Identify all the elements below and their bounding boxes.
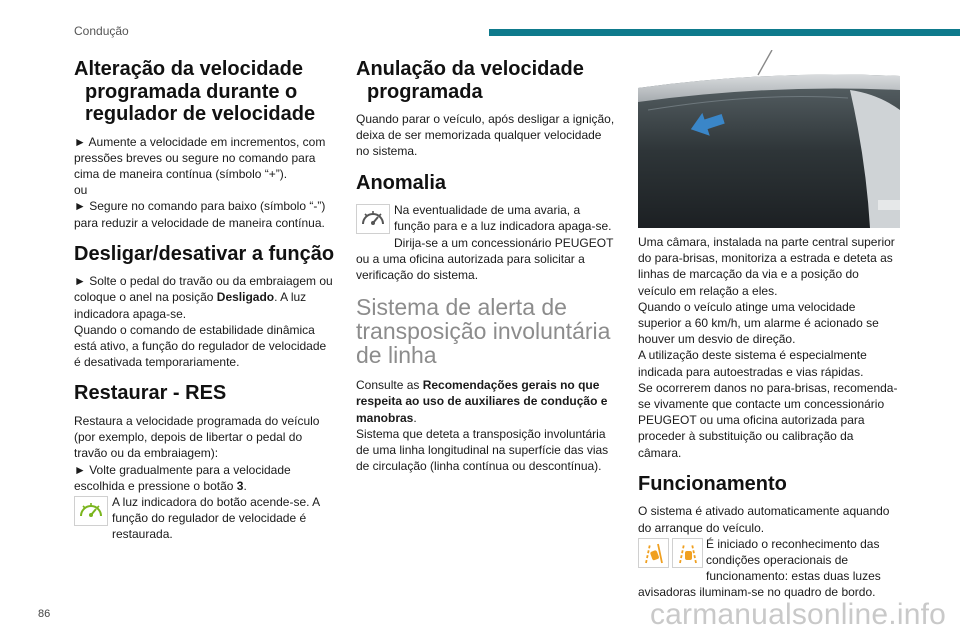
button-number-label: 3 xyxy=(236,478,244,493)
off-position-label: Desligado xyxy=(216,290,275,305)
fault-title: Anomalia xyxy=(356,171,447,194)
source-watermark: carmanualsonline.info xyxy=(649,598,946,631)
restore-indicator-text: A luz indicadora do botão acende-se. A função do regulador de velocidade é restaurada. xyxy=(112,494,320,542)
speed-change-step-increase: ► Aumente a velocidade em incrementos, com pressões breves ou segure no comando para cima de maneira contínua (símbolo “+”). xyxy=(74,134,326,181)
restore-indicator-row xyxy=(74,494,336,543)
cruise-control-speedometer-icon xyxy=(74,496,108,526)
lane-departure-description: Sistema que deteta a transposição involuntária de uma linha longitudinal na superfície das vias de circulação (linha contínua ou descontínua). xyxy=(356,426,609,474)
restore-step: ► Volte gradualmente para a velocidade escolhida e pressione o botão 3. xyxy=(74,462,291,493)
lane-departure-system-icon xyxy=(672,538,703,568)
column-right xyxy=(638,50,900,601)
operation-warning-row xyxy=(638,536,900,601)
speed-change-title: Alteração da velocidade programada durante o regulador de velocidade xyxy=(74,58,316,125)
speed-change-or: ou xyxy=(74,183,88,198)
disable-function-note: Quando o comando de estabilidade dinâmica está ativo, a função do regulador de velocidade é desativada temporariamente. xyxy=(74,322,327,370)
operation-title: Funcionamento xyxy=(638,472,787,495)
lane-departure-warning-icon xyxy=(638,538,669,568)
camera-description-4: Se ocorrerem danos no para-brisas, recomenda-se vivamente que contacte um concessionário PEUGEOT ou uma oficina autorizada para proceder à substituição ou calibração da câmara. xyxy=(638,380,898,460)
page-number: 86 xyxy=(38,608,51,620)
section-header-label: Condução xyxy=(74,24,129,38)
speed-change-step-decrease: ► Segure no comando para baixo (símbolo “-”) para reduzir a velocidade de maneira contínua. xyxy=(74,199,326,230)
operation-activation-text: O sistema é ativado automaticamente aquando do arranque do veículo. xyxy=(638,504,890,535)
operation-warning-text: É iniciado o reconhecimento das condições operacionais de funcionamento: estas duas luzes avisadoras iluminam-se no quadro de bordo. xyxy=(638,536,881,600)
cruise-control-fault-speedometer-icon xyxy=(356,204,390,234)
fault-text: Na eventualidade de uma avaria, a função para e a luz indicadora apaga-se. Dirija-se a um concessionário PEUGEOT ou a uma oficina autorizada para solicitar a verificação do sistema. xyxy=(356,203,614,282)
section-accent-bar xyxy=(489,29,960,36)
windscreen-camera-photo xyxy=(638,50,900,228)
camera-description-1: Uma câmara, instalada na parte central superior do para-brisas, monitoriza a estrada e deteta as linhas de marcação da via e a posição do veículo em relação a eles. xyxy=(638,235,895,298)
disable-function-step: ► Solte o pedal do travão ou da embraiagem ou coloque o anel na posição Desligado. A luz indicadora apaga-se. xyxy=(74,274,333,321)
cancel-speed-text: Quando parar o veículo, após desligar a ignição, deixa de ser memorizada qualquer velocidade no sistema. xyxy=(356,112,615,159)
disable-function-title: Desligar/desativar a função xyxy=(74,242,335,265)
lane-departure-title: Sistema de alerta de transposição involuntária de linha xyxy=(356,294,611,369)
restore-res-title: Restaurar - RES xyxy=(74,382,227,405)
column-left xyxy=(74,58,336,543)
camera-description-2: Quando o veículo atinge uma velocidade superior a 60 km/h, um alarme é acionado se houver um desvio de direção. xyxy=(638,299,879,347)
camera-description-3: A utilização deste sistema é especialmente indicada para autoestradas e vias rápidas. xyxy=(638,348,867,379)
cancel-speed-title: Anulação da velocidade programada xyxy=(356,58,584,103)
fault-row xyxy=(356,202,618,283)
restore-intro: Restaura a velocidade programada do veículo (por exemplo, depois de libertar o pedal do travão ou da embraiagem): xyxy=(74,413,320,461)
general-recommendations-link: Recomendações gerais no que respeita ao uso de auxiliares de condução e manobras xyxy=(356,378,608,425)
column-middle xyxy=(356,58,618,474)
lane-departure-reference: Consulte as Recomendações gerais no que respeita ao uso de auxiliares de condução e manobras. xyxy=(356,378,608,425)
